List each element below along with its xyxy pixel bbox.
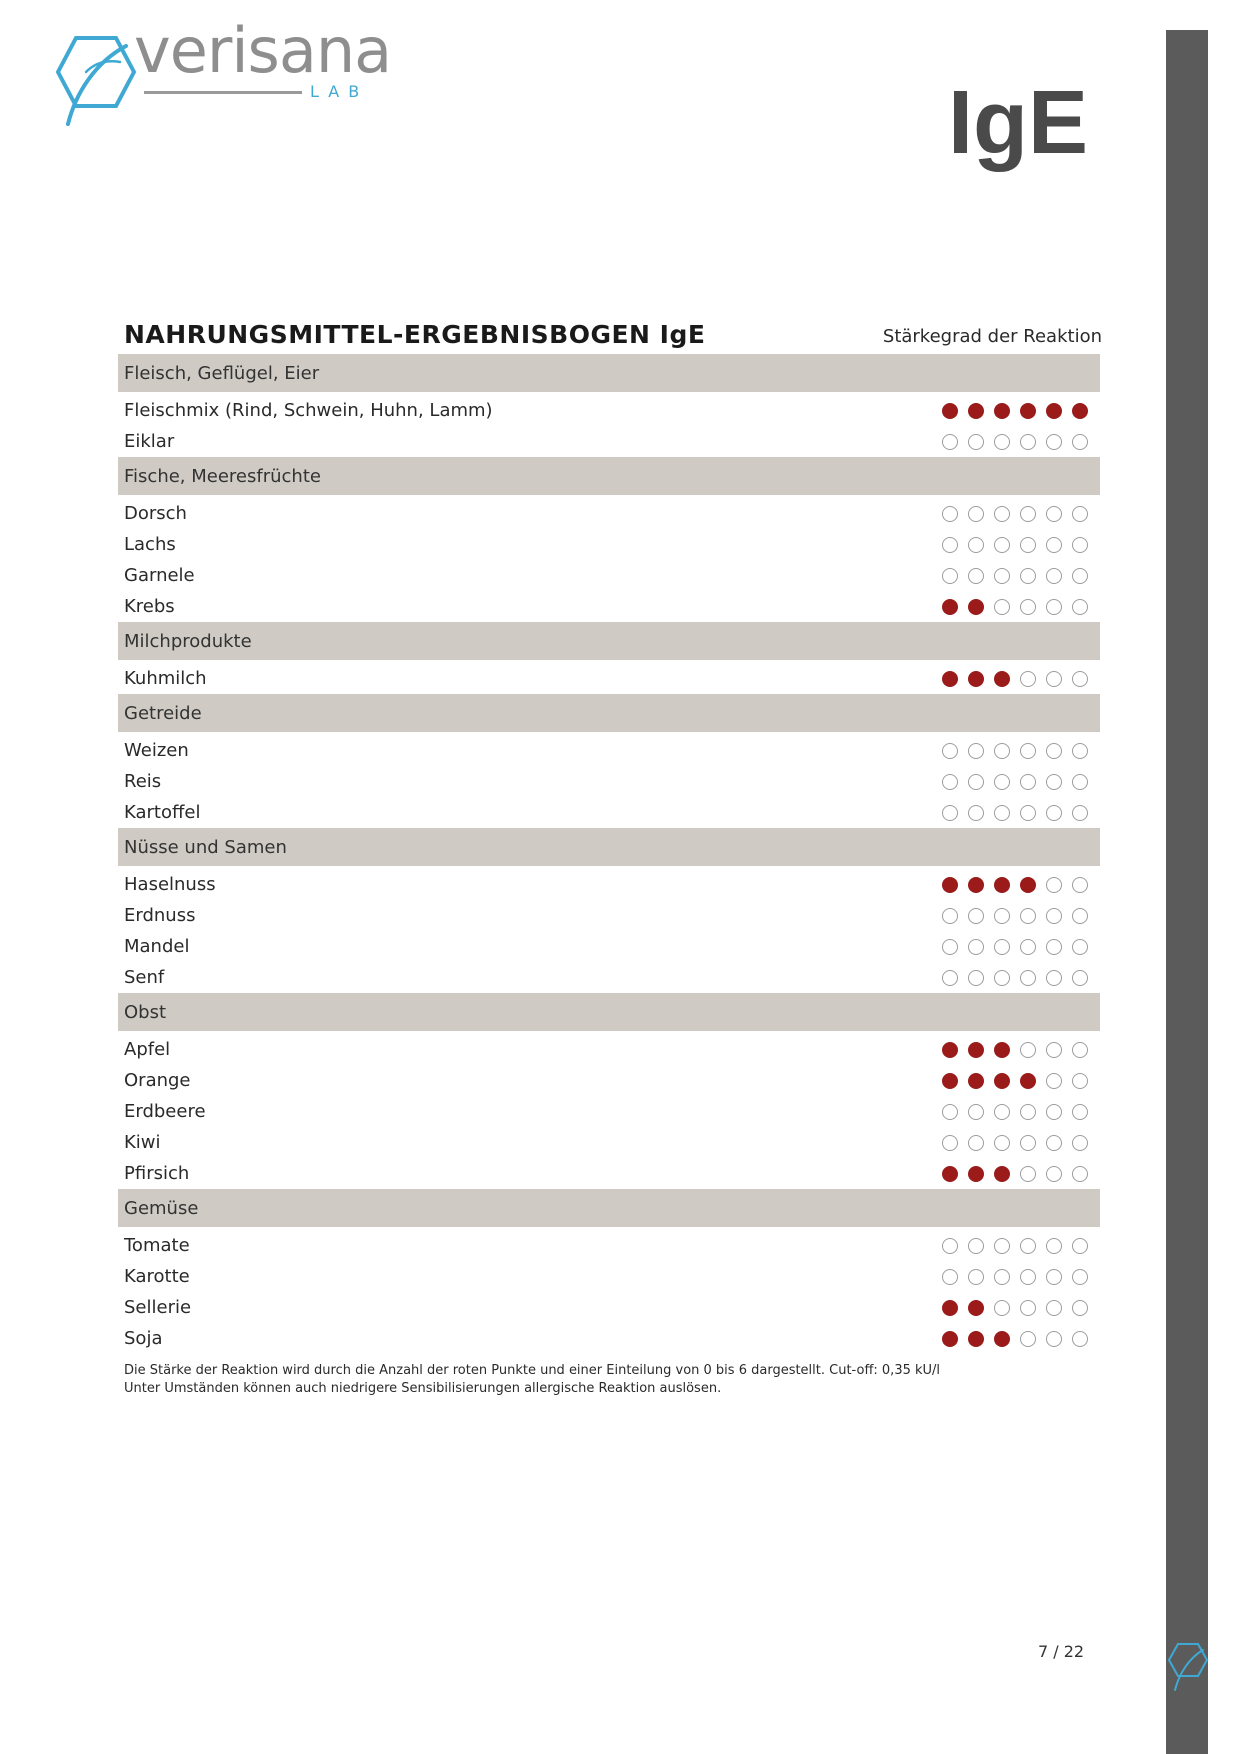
- reaction-dot-empty: [968, 1269, 984, 1285]
- reaction-dot-empty: [1046, 434, 1062, 450]
- reaction-dot-empty: [1046, 1269, 1062, 1285]
- result-row: [118, 1158, 1100, 1189]
- reaction-dot-filled: [994, 1042, 1010, 1058]
- reaction-dot-filled: [968, 599, 984, 615]
- scale-label: Stärkegrad der Reaktion: [882, 326, 1102, 347]
- reaction-dot-empty: [1020, 970, 1036, 986]
- result-rows: [118, 354, 1100, 1354]
- reaction-dot-empty: [1072, 1104, 1088, 1120]
- page-number: 7 / 22: [1038, 1642, 1085, 1661]
- reaction-dot-filled: [994, 1331, 1010, 1347]
- reaction-dot-empty: [1072, 506, 1088, 522]
- reaction-dot-empty: [1020, 1238, 1036, 1254]
- reaction-scale: [942, 877, 1088, 893]
- reaction-dot-empty: [1046, 1104, 1062, 1120]
- reaction-dot-empty: [942, 939, 958, 955]
- food-label: Apfel: [124, 1039, 171, 1060]
- reaction-dot-empty: [1072, 1135, 1088, 1151]
- reaction-dot-empty: [1020, 1042, 1036, 1058]
- reaction-dot-empty: [1072, 774, 1088, 790]
- reaction-dot-empty: [1046, 1331, 1062, 1347]
- reaction-dot-empty: [1072, 537, 1088, 553]
- reaction-dot-empty: [994, 568, 1010, 584]
- food-label: Kuhmilch: [124, 668, 207, 689]
- category-header: Obst: [118, 993, 1100, 1031]
- result-row: [118, 529, 1100, 560]
- reaction-dot-empty: [1072, 1042, 1088, 1058]
- reaction-scale: [942, 908, 1088, 924]
- reaction-dot-empty: [1020, 434, 1036, 450]
- reaction-dot-filled: [968, 1331, 984, 1347]
- food-label: Sellerie: [124, 1297, 192, 1318]
- reaction-dot-filled: [994, 403, 1010, 419]
- result-row: [118, 1323, 1100, 1354]
- reaction-dot-empty: [1046, 805, 1062, 821]
- reaction-dot-empty: [1046, 1073, 1062, 1089]
- food-label: Reis: [124, 771, 162, 792]
- reaction-dot-empty: [968, 568, 984, 584]
- reaction-dot-empty: [1072, 970, 1088, 986]
- reaction-dot-empty: [1020, 537, 1036, 553]
- reaction-dot-empty: [994, 537, 1010, 553]
- page-title: IgE: [948, 73, 1089, 173]
- food-label: Lachs: [124, 534, 176, 555]
- reaction-dot-empty: [994, 506, 1010, 522]
- reaction-dot-filled: [942, 1042, 958, 1058]
- reaction-dot-filled: [942, 403, 958, 419]
- food-label: Mandel: [124, 936, 190, 957]
- reaction-dot-empty: [1046, 877, 1062, 893]
- reaction-dot-empty: [994, 599, 1010, 615]
- reaction-dot-empty: [1020, 939, 1036, 955]
- reaction-dot-empty: [942, 805, 958, 821]
- reaction-dot-empty: [1072, 434, 1088, 450]
- food-label: Fleischmix (Rind, Schwein, Huhn, Lamm): [124, 400, 493, 421]
- reaction-dot-empty: [1046, 1135, 1062, 1151]
- reaction-dot-empty: [1020, 568, 1036, 584]
- reaction-dot-empty: [1020, 774, 1036, 790]
- reaction-dot-filled: [968, 1300, 984, 1316]
- reaction-scale: [942, 671, 1088, 687]
- brand-sub: LAB: [310, 82, 369, 101]
- food-label: Karotte: [124, 1266, 190, 1287]
- food-label: Kiwi: [124, 1132, 161, 1153]
- reaction-dot-empty: [968, 805, 984, 821]
- footnote-line: Die Stärke der Reaktion wird durch die Anzahl der roten Punkte und einer Einteilung von 0 bis 6 dargestellt. Cut-off: 0,35 kU/l: [124, 1363, 941, 1378]
- category-header: Getreide: [118, 694, 1100, 732]
- food-label: Erdnuss: [124, 905, 196, 926]
- result-row: [118, 1261, 1100, 1292]
- reaction-dot-empty: [1046, 774, 1062, 790]
- reaction-dot-empty: [1072, 1073, 1088, 1089]
- reaction-scale: [942, 506, 1088, 522]
- reaction-dot-empty: [994, 774, 1010, 790]
- food-label: Garnele: [124, 565, 195, 586]
- reaction-dot-empty: [1072, 671, 1088, 687]
- reaction-dot-empty: [968, 537, 984, 553]
- reaction-scale: [942, 1166, 1088, 1182]
- reaction-scale: [942, 1073, 1088, 1089]
- reaction-dot-empty: [1046, 537, 1062, 553]
- reaction-dot-empty: [968, 434, 984, 450]
- sheet-header: [118, 314, 1100, 354]
- result-row: [118, 900, 1100, 931]
- result-row: [118, 962, 1100, 993]
- reaction-scale: [942, 1135, 1088, 1151]
- food-label: Krebs: [124, 596, 175, 617]
- reaction-dot-empty: [994, 970, 1010, 986]
- reaction-scale: [942, 1331, 1088, 1347]
- reaction-dot-empty: [994, 939, 1010, 955]
- reaction-dot-empty: [1072, 1269, 1088, 1285]
- reaction-dot-empty: [968, 506, 984, 522]
- reaction-scale: [942, 1042, 1088, 1058]
- result-row: [118, 1065, 1100, 1096]
- reaction-scale: [942, 537, 1088, 553]
- result-row: [118, 591, 1100, 622]
- reaction-dot-empty: [968, 970, 984, 986]
- reaction-dot-filled: [1046, 403, 1062, 419]
- reaction-dot-empty: [994, 1238, 1010, 1254]
- reaction-scale: [942, 970, 1088, 986]
- reaction-dot-empty: [1020, 1269, 1036, 1285]
- reaction-dot-empty: [994, 1300, 1010, 1316]
- result-row: [118, 797, 1100, 828]
- reaction-dot-empty: [994, 1135, 1010, 1151]
- reaction-dot-empty: [1020, 599, 1036, 615]
- reaction-scale: [942, 805, 1088, 821]
- reaction-dot-filled: [968, 1042, 984, 1058]
- result-row: [118, 498, 1100, 529]
- reaction-dot-empty: [1046, 671, 1062, 687]
- reaction-dot-empty: [1020, 671, 1036, 687]
- reaction-dot-filled: [994, 877, 1010, 893]
- reaction-scale: [942, 403, 1088, 419]
- reaction-dot-filled: [994, 1166, 1010, 1182]
- food-label: Kartoffel: [124, 802, 201, 823]
- reaction-dot-empty: [968, 1238, 984, 1254]
- verisana-hexagon-icon: [56, 32, 136, 128]
- reaction-dot-filled: [942, 1073, 958, 1089]
- reaction-scale: [942, 743, 1088, 759]
- reaction-dot-filled: [968, 877, 984, 893]
- category-header: Fleisch, Geflügel, Eier: [118, 354, 1100, 392]
- reaction-dot-filled: [968, 403, 984, 419]
- reaction-dot-filled: [1072, 403, 1088, 419]
- reaction-dot-empty: [1072, 1331, 1088, 1347]
- reaction-scale: [942, 1238, 1088, 1254]
- reaction-dot-empty: [942, 743, 958, 759]
- reaction-dot-filled: [1020, 403, 1036, 419]
- reaction-dot-empty: [968, 939, 984, 955]
- reaction-dot-empty: [968, 908, 984, 924]
- reaction-dot-empty: [994, 805, 1010, 821]
- reaction-dot-empty: [1072, 877, 1088, 893]
- reaction-dot-empty: [994, 434, 1010, 450]
- reaction-dot-filled: [968, 1166, 984, 1182]
- reaction-dot-filled: [942, 1166, 958, 1182]
- reaction-dot-filled: [968, 671, 984, 687]
- reaction-dot-empty: [994, 1104, 1010, 1120]
- reaction-dot-empty: [1046, 1300, 1062, 1316]
- reaction-dot-empty: [1072, 805, 1088, 821]
- reaction-dot-empty: [1046, 506, 1062, 522]
- reaction-scale: [942, 1269, 1088, 1285]
- reaction-dot-empty: [1046, 1042, 1062, 1058]
- reaction-dot-empty: [1020, 743, 1036, 759]
- food-label: Haselnuss: [124, 874, 216, 895]
- reaction-dot-empty: [942, 1238, 958, 1254]
- reaction-dot-empty: [1020, 1300, 1036, 1316]
- reaction-dot-empty: [968, 1104, 984, 1120]
- reaction-dot-empty: [1020, 1104, 1036, 1120]
- reaction-dot-empty: [1072, 1166, 1088, 1182]
- result-row: [118, 869, 1100, 900]
- reaction-dot-filled: [942, 1331, 958, 1347]
- reaction-dot-empty: [1072, 908, 1088, 924]
- reaction-dot-empty: [942, 537, 958, 553]
- category-header: Fische, Meeresfrüchte: [118, 457, 1100, 495]
- food-label: Senf: [124, 967, 165, 988]
- reaction-dot-empty: [968, 774, 984, 790]
- reaction-dot-filled: [942, 1300, 958, 1316]
- result-row: [118, 1292, 1100, 1323]
- reaction-dot-empty: [1046, 568, 1062, 584]
- reaction-scale: [942, 434, 1088, 450]
- footnote: [124, 1362, 1024, 1398]
- food-label: Eiklar: [124, 431, 175, 452]
- food-label: Soja: [124, 1328, 163, 1349]
- sidebar-strip: [1166, 30, 1208, 1754]
- reaction-dot-empty: [942, 1135, 958, 1151]
- reaction-dot-empty: [968, 743, 984, 759]
- reaction-dot-empty: [1046, 599, 1062, 615]
- result-sheet: [118, 314, 1100, 1354]
- reaction-dot-empty: [942, 568, 958, 584]
- reaction-dot-empty: [1046, 908, 1062, 924]
- reaction-dot-empty: [942, 774, 958, 790]
- result-row: [118, 735, 1100, 766]
- reaction-dot-empty: [942, 970, 958, 986]
- reaction-dot-filled: [1020, 1073, 1036, 1089]
- reaction-dot-filled: [994, 1073, 1010, 1089]
- reaction-dot-empty: [942, 908, 958, 924]
- reaction-dot-empty: [1072, 939, 1088, 955]
- reaction-dot-empty: [942, 434, 958, 450]
- category-header: Nüsse und Samen: [118, 828, 1100, 866]
- reaction-scale: [942, 1104, 1088, 1120]
- reaction-dot-empty: [1046, 970, 1062, 986]
- sheet-title: NAHRUNGSMITTEL-ERGEBNISBOGEN IgE: [124, 320, 706, 349]
- result-row: [118, 766, 1100, 797]
- reaction-dot-filled: [942, 877, 958, 893]
- reaction-scale: [942, 1300, 1088, 1316]
- reaction-dot-empty: [1046, 1238, 1062, 1254]
- reaction-dot-empty: [1020, 506, 1036, 522]
- category-header: Gemüse: [118, 1189, 1100, 1227]
- reaction-dot-empty: [1020, 1135, 1036, 1151]
- reaction-scale: [942, 568, 1088, 584]
- reaction-dot-empty: [994, 908, 1010, 924]
- reaction-dot-empty: [1046, 1166, 1062, 1182]
- reaction-dot-empty: [942, 506, 958, 522]
- reaction-dot-empty: [994, 743, 1010, 759]
- reaction-dot-empty: [942, 1269, 958, 1285]
- result-row: [118, 560, 1100, 591]
- reaction-scale: [942, 599, 1088, 615]
- reaction-dot-empty: [994, 1269, 1010, 1285]
- reaction-dot-empty: [1020, 1166, 1036, 1182]
- footnote-line: Unter Umständen können auch niedrigere Sensibilisierungen allergische Reaktion auslösen.: [124, 1381, 722, 1396]
- result-row: [118, 426, 1100, 457]
- verisana-hexagon-icon: [1167, 1640, 1209, 1692]
- reaction-dot-empty: [1020, 908, 1036, 924]
- reaction-dot-filled: [994, 671, 1010, 687]
- reaction-dot-empty: [968, 1135, 984, 1151]
- reaction-dot-empty: [1020, 805, 1036, 821]
- result-row: [118, 1096, 1100, 1127]
- reaction-dot-empty: [1046, 743, 1062, 759]
- reaction-dot-empty: [1072, 1300, 1088, 1316]
- food-label: Dorsch: [124, 503, 187, 524]
- result-row: [118, 1230, 1100, 1261]
- food-label: Weizen: [124, 740, 189, 761]
- brand-name: verisana: [134, 14, 392, 87]
- food-label: Erdbeere: [124, 1101, 206, 1122]
- reaction-dot-filled: [968, 1073, 984, 1089]
- reaction-dot-filled: [942, 671, 958, 687]
- reaction-dot-empty: [1072, 743, 1088, 759]
- reaction-dot-empty: [1020, 1331, 1036, 1347]
- result-row: [118, 931, 1100, 962]
- reaction-scale: [942, 774, 1088, 790]
- reaction-dot-empty: [1046, 939, 1062, 955]
- reaction-dot-empty: [1072, 568, 1088, 584]
- food-label: Tomate: [124, 1235, 190, 1256]
- food-label: Orange: [124, 1070, 191, 1091]
- brand-divider: [144, 91, 302, 94]
- food-label: Pfirsich: [124, 1163, 190, 1184]
- result-row: [118, 1034, 1100, 1065]
- result-row: [118, 1127, 1100, 1158]
- reaction-dot-empty: [1072, 599, 1088, 615]
- reaction-dot-empty: [1072, 1238, 1088, 1254]
- reaction-dot-filled: [942, 599, 958, 615]
- reaction-dot-filled: [1020, 877, 1036, 893]
- reaction-scale: [942, 939, 1088, 955]
- category-header: Milchprodukte: [118, 622, 1100, 660]
- brand-logo: [56, 14, 392, 128]
- reaction-dot-empty: [942, 1104, 958, 1120]
- result-row: [118, 395, 1100, 426]
- result-row: [118, 663, 1100, 694]
